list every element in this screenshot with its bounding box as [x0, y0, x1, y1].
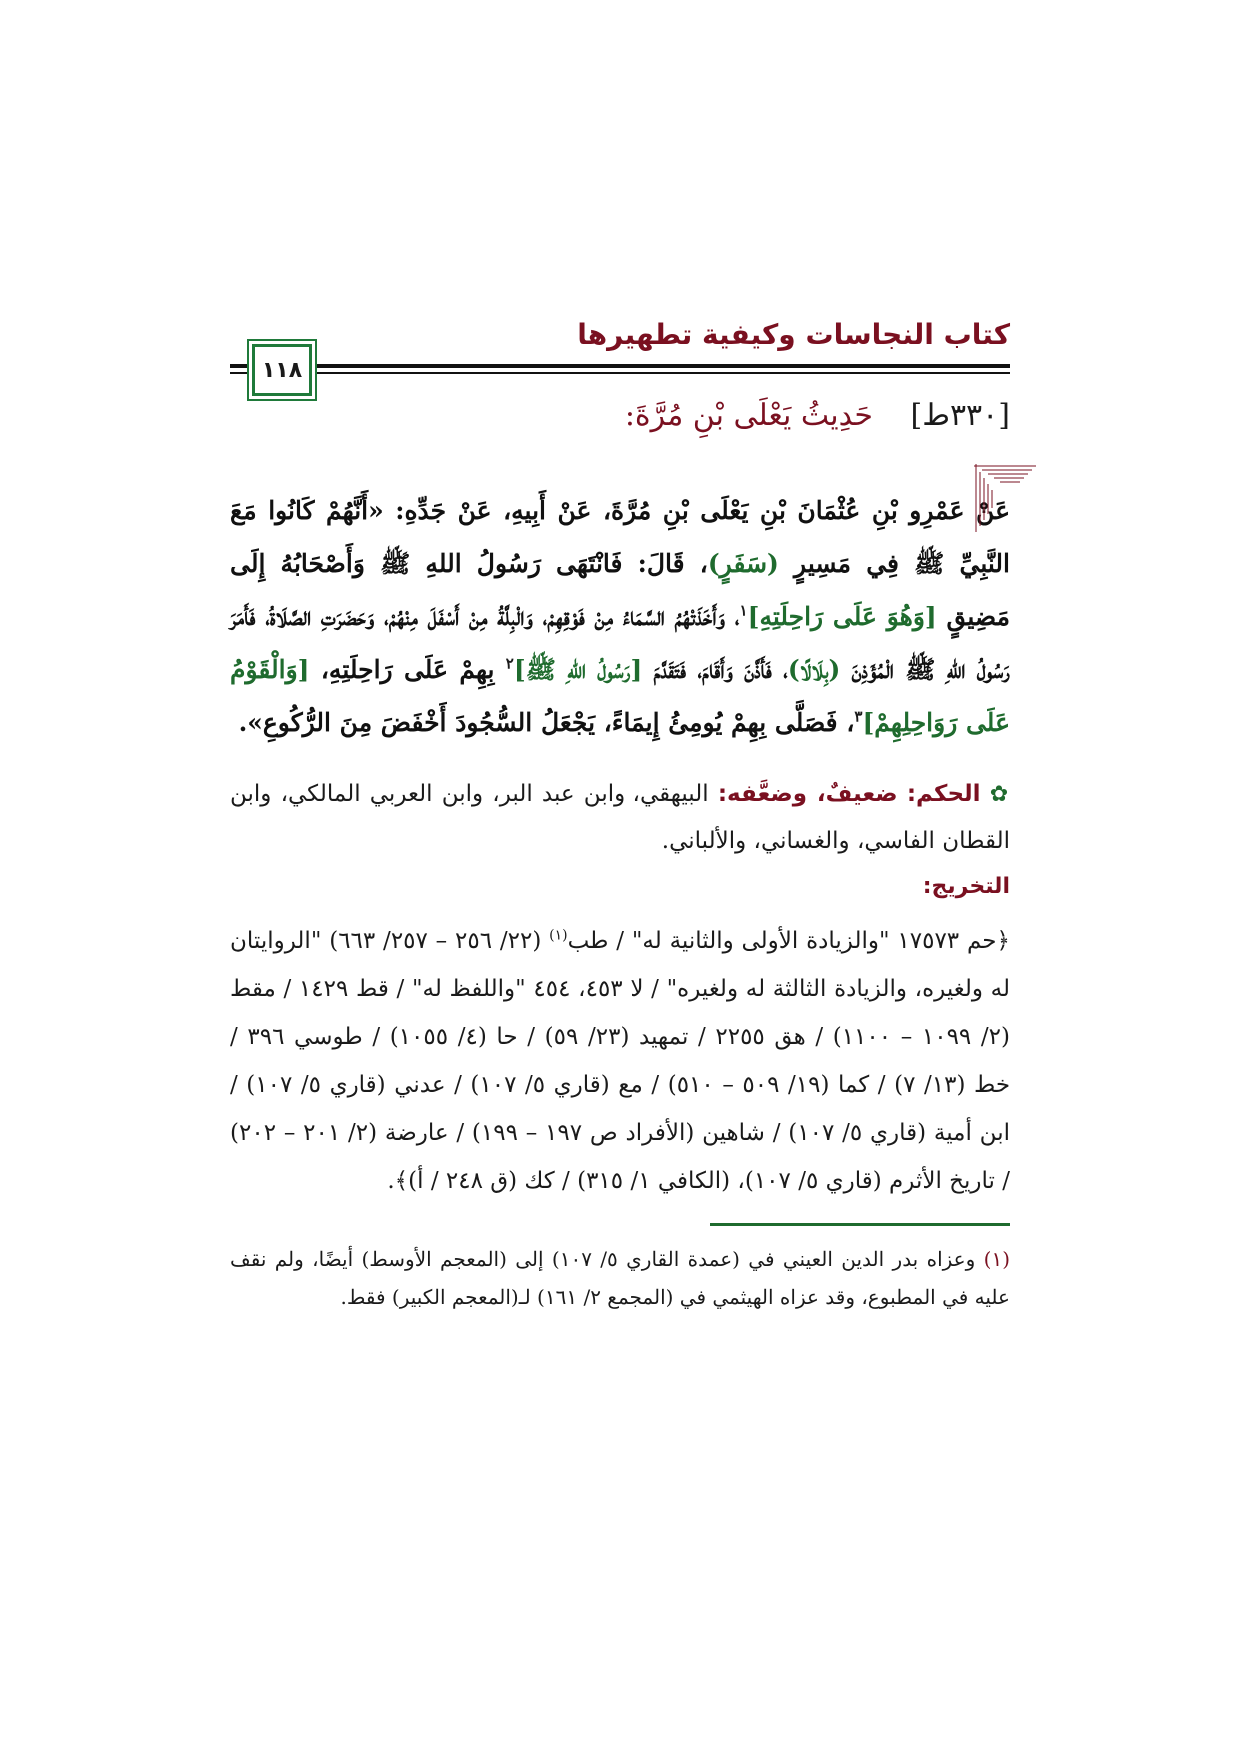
hadith-text-part: ، فَصَلَّى بِهِمْ يُومِئُ إِيمَاءً، يَجْعَلُ السُّجُودَ أَخْفَضَ مِنَ الرُّكُوعِ».	[238, 708, 855, 737]
page-number-box	[252, 344, 312, 396]
hadith-text	[230, 484, 1010, 749]
page-number: ١١٨	[261, 357, 303, 383]
footnote-ref[interactable]: (١)	[549, 927, 568, 944]
ruling-text: البيهقي، وابن عبد البر، وابن العربي المالكي، وابن القطان الفاسي، والغساني، والألباني.	[230, 781, 1010, 854]
takhrij-part: (٢٢/ ٢٥٦ – ٢٥٧/ ٦٦٣) "الروايتان له ولغيره، والزيادة الثالثة له ولغيره" / لا ٤٥٣، ٤٥٤ "واللفظ له" / قط ١٤٢٩ / مقط (٢/ ١٠٩٩ – ١١٠٠) / هق ٢٢٥٥ / تمهيد (٢٣/ ٥٩) / حا (٤/ ١٠٥٥) / طوسي ٣٩٦ / خط (١٣/ ٧) / كما (١٩/ ٥٠٩ – ٥١٠) / مع (قاري ٥/ ١٠٧) / عدني (قاري ٥/ ١٠٧) / ابن أمية (قاري ٥/ ١٠٧) / شاهين (الأفراد ص ١٩٧ – ١٩٩) / عارضة (٢/ ٢٠١ – ٢٠٢) / تاريخ الأثرم (قاري ٥/ ١٠٧)، (الكافي ١/ ٣١٥) / كك (ق ٢٤٨ / أ)﴾.	[230, 928, 1011, 1194]
hadith-variant: (سَفَرٍ)	[707, 549, 779, 578]
hadith-addition: [وَالْقَوْمُ عَلَى رَوَاحِلِهِمْ]	[230, 655, 1010, 737]
hadith-text-part: عَنْ عَمْرِو بْنِ عُثْمَانَ بْنِ يَعْلَى بْنِ مُرَّةَ، عَنْ أَبِيهِ، عَنْ جَدِّهِ: «أَنَّهُمْ كَانُوا مَعَ النَّبِيِّ ﷺ فِي مَسِيرٍ	[230, 496, 1010, 578]
book-title: كتاب النجاسات وكيفية تطهيرها	[577, 318, 1010, 351]
takhrij-part: ﴿حم ١٧٥٧٣ "والزيادة الأولى والثانية له" / طب	[567, 928, 1010, 954]
hadith-text-part: ، قَالَ: فَانْتَهَى رَسُولُ اللهِ ﷺ وَأَصْحَابُهُ إِلَى مَضِيقٍ	[230, 549, 1011, 631]
hadith-text-part: ، فَأَذَّنَ وَأَقَامَ، فَتَقَدَّمَ	[642, 655, 788, 684]
footnote	[230, 1240, 1010, 1316]
ruling-label: الحكم:	[906, 781, 981, 807]
hadith-text-part: ، وَأَخَذَتْهُمُ السَّمَاءُ مِنْ فَوْقِهِمْ، وَالْبِلَّةُ مِنْ أَسْفَلَ مِنْهُمْ، وَحَضَرَتِ الصَّلَاةُ، فَأَمَرَ رَسُولُ اللهِ ﷺ الْمُؤَذِنَ	[230, 602, 1010, 684]
addition-marker: ٢	[505, 654, 514, 673]
hadith-addition: [وَهُوَ عَلَى رَاحِلَتِهِ]	[747, 602, 937, 631]
flower-icon: ✿	[989, 782, 1011, 807]
hadith-number: [٣٣٠ط]	[910, 398, 1010, 433]
hadith-box	[230, 484, 1010, 749]
hadith-addition: [رَسُولُ اللهِ ﷺ]	[513, 655, 643, 684]
ruling-verdict: ضعيفٌ، وضعَّفه:	[717, 781, 898, 807]
page-header	[230, 300, 1010, 383]
footnote-number: (١)	[983, 1247, 1010, 1271]
takhrij-text	[230, 917, 1010, 1205]
takhrij-title: التخريج:	[922, 874, 1010, 899]
footnote-text: وعزاه بدر الدين العيني في (عمدة القاري ٥/ ١٠٧) إلى (المعجم الأوسط) أيضًا، ولم نقف عليه في المطبوع، وقد عزاه الهيثمي في (المجمع ٢/ ١٦١) لـ(المعجم الكبير) فقط.	[230, 1247, 1010, 1309]
hadith-name: حَدِيثُ يَعْلَى بْنِ مُرَّةَ:	[624, 398, 873, 433]
hadith-heading	[230, 398, 1010, 450]
hadith-variant: (بِلَالًا)	[787, 655, 841, 684]
addition-marker: ٣	[854, 707, 863, 726]
hadith-text-part: بِهِمْ عَلَى رَاحِلَتِهِ،	[309, 655, 506, 684]
header-rule-thick	[230, 364, 1010, 368]
footnote-divider	[710, 1223, 1010, 1226]
ruling	[230, 771, 1010, 864]
page	[230, 300, 1010, 1316]
corner-ornament-icon	[974, 464, 1038, 534]
addition-marker: ١	[739, 601, 748, 620]
header-rule-thin	[230, 372, 1010, 374]
